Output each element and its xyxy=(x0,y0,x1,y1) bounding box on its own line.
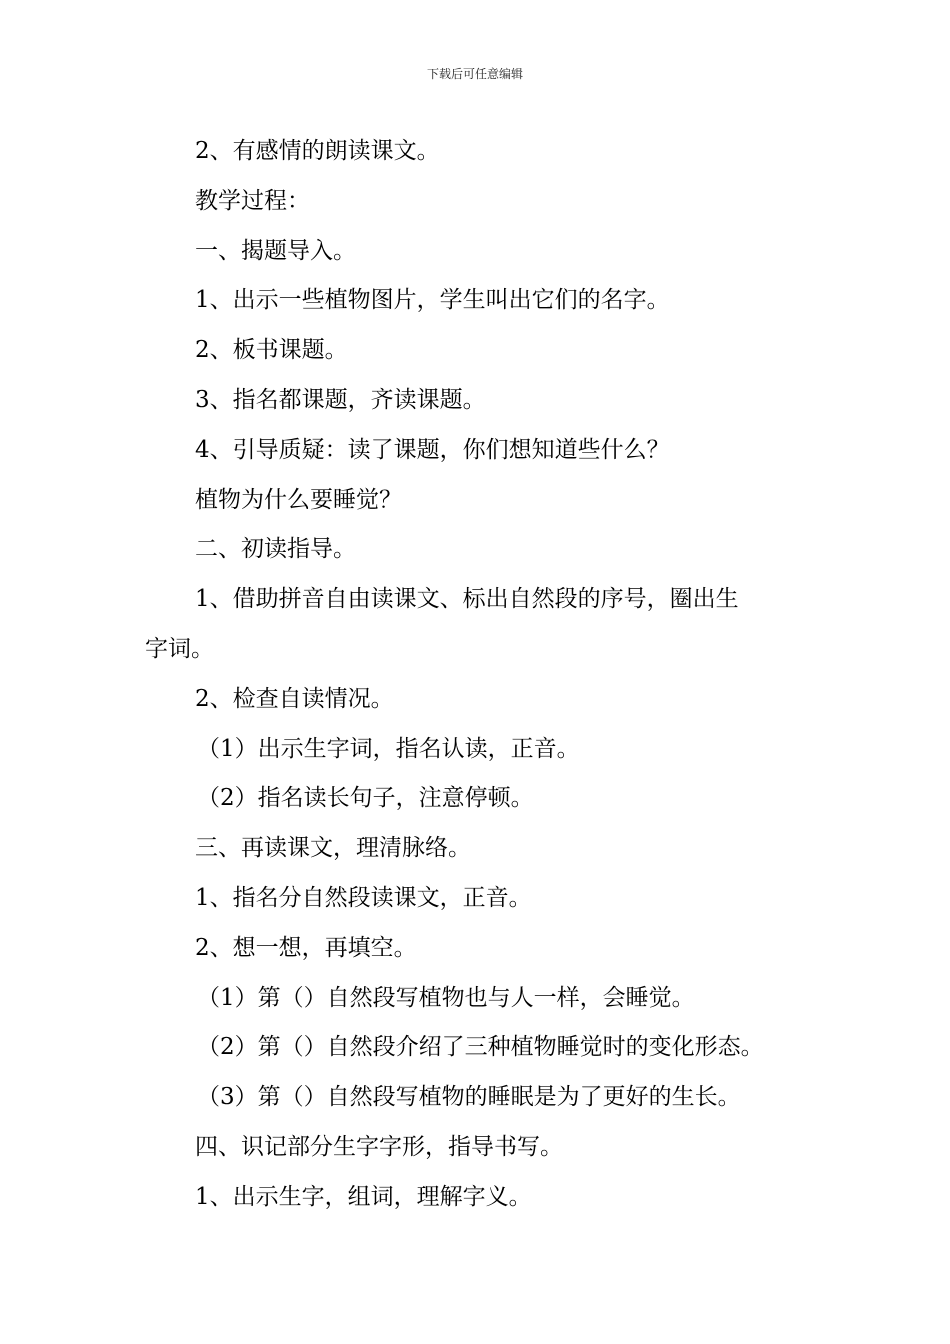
text-line: 4、引导质疑：读了课题，你们想知道些什么？ xyxy=(195,436,670,463)
text-line: 1、借助拼音自由读课文、标出自然段的序号，圈出生 xyxy=(195,586,739,613)
text-line: 3、指名都课题，齐读课题。 xyxy=(195,386,486,413)
sub-item: （1）第（）自然段写植物也与人一样，会睡觉。 xyxy=(197,984,695,1011)
text-line-continuation: 字词。 xyxy=(145,635,214,662)
text-line: 2、有感情的朗读课文。 xyxy=(195,138,440,164)
text-line: 2、板书课题。 xyxy=(195,337,348,364)
sub-item: （2）第（）自然段介绍了三种植物睡觉时的变化形态。 xyxy=(197,1034,764,1061)
section-label: 教学过程： xyxy=(195,187,310,214)
text-line: 2、检查自读情况。 xyxy=(195,685,394,712)
section-heading: 四、识记部分生字字形，指导书写。 xyxy=(195,1133,563,1160)
text-line: 1、出示生字，组词，理解字义。 xyxy=(195,1183,532,1210)
page-header-note: 下载后可任意编辑 xyxy=(426,67,523,81)
section-heading: 三、再读课文，理清脉络。 xyxy=(195,835,471,862)
sub-item: （1）出示生字词，指名认读，正音。 xyxy=(197,735,580,762)
text-line: 2、想一想，再填空。 xyxy=(195,934,417,961)
section-heading: 二、初读指导。 xyxy=(195,536,356,563)
section-heading: 一、揭题导入。 xyxy=(195,237,356,264)
text-line: 植物为什么要睡觉？ xyxy=(195,486,402,513)
text-line: 1、指名分自然段读课文，正音。 xyxy=(195,884,532,911)
text-line: 1、出示一些植物图片，学生叫出它们的名字。 xyxy=(195,287,670,314)
document-body xyxy=(145,127,825,1223)
sub-item: （3）第（）自然段写植物的睡眠是为了更好的生长。 xyxy=(197,1084,741,1111)
sub-item: （2）指名读长句子，注意停顿。 xyxy=(197,785,534,812)
